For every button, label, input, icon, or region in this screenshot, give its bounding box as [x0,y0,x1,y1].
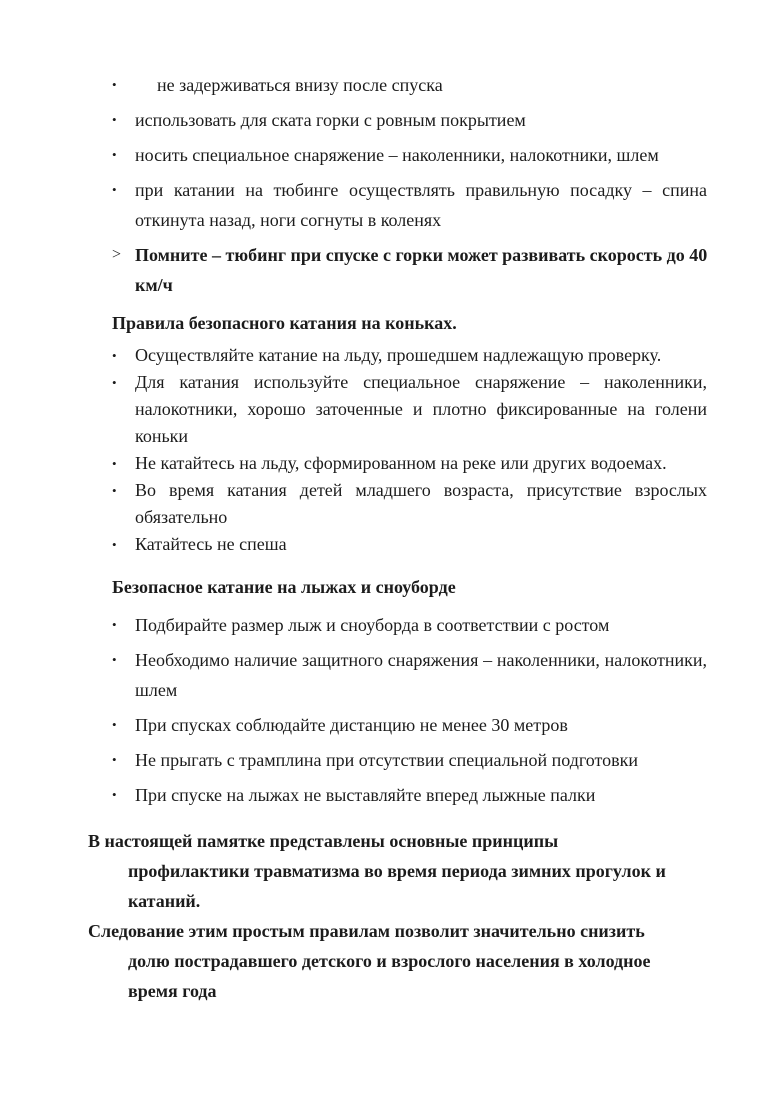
list-item-line: носить специальное снаряжение – наколенники, налокотники, шлем [135,145,659,165]
list-item [112,780,707,810]
bullet-icon: • [112,717,117,732]
note-text [135,240,737,300]
list-item-line: шлем [135,680,178,700]
closing-paragraph [88,826,707,916]
list-item-text [135,70,707,100]
bullet-icon: • [112,652,117,667]
tubing-rules-list [88,70,707,300]
list-item-text [135,745,707,775]
bullet-icon: • [112,182,117,197]
list-item-text [135,645,707,705]
list-item [112,610,707,640]
list-item-text [135,780,707,810]
list-item-line: не задерживаться внизу после спуска [157,75,443,95]
list-item-text [135,531,707,558]
list-item-line: Катайтесь не спеша [135,534,287,554]
arrow-marker-icon: > [112,246,122,263]
bullet-icon: • [112,112,117,127]
list-item-line: Для катания используйте специальное снаряжение – наколенники, [135,372,707,392]
list-item-text [135,175,707,235]
list-item-text [135,710,707,740]
ski-section-heading: Безопасное катание на лыжах и сноуборде [112,577,456,597]
list-item [112,70,707,100]
list-item-line: коньки [135,426,189,446]
note-line: км/ч [135,275,173,295]
ski-rules-list [88,610,707,810]
list-item-text [135,450,707,477]
list-item-text [135,105,707,135]
bullet-icon: • [112,77,117,92]
list-item-line: Необходимо наличие защитного снаряжения – наколенники, налокотники, [135,650,707,670]
list-item-line: использовать для ската горки с ровным покрытием [135,110,526,130]
closing-paragraph [88,916,707,1006]
list-item-text [135,610,707,640]
note-item [112,240,707,300]
bullet-icon: • [112,483,117,498]
list-item [112,140,707,170]
list-item [112,531,707,558]
skating-rules-list [88,342,707,558]
list-item-line: откинута назад, ноги согнуты в коленях [135,210,442,230]
list-item-text [135,369,707,450]
list-item-line: При спусках соблюдайте дистанцию не менее 30 метров [135,715,568,735]
list-item-line: При спуске на лыжах не выставляйте вперед лыжные палки [135,785,596,805]
closing-line: В настоящей памятке представлены основные принципы [88,831,559,851]
closing-line: профилактики травматизма во время периода зимних прогулок и [128,861,666,881]
bullet-icon: • [112,537,117,552]
list-item-text [135,477,707,531]
list-item [112,342,707,369]
closing-line: время года [128,981,217,1001]
bullet-icon: • [112,787,117,802]
closing-line: долю пострадавшего детского и взрослого населения в холодное [128,951,651,971]
list-item [112,450,707,477]
list-item-line: Не катайтесь на льду, сформированном на реке или других водоемах. [135,453,667,473]
list-item-line: налокотники, хорошо заточенные и плотно фиксированные на голени [135,399,707,419]
list-item-line: Не прыгать с трамплина при отсутствии специальной подготовки [135,750,639,770]
bullet-icon: • [112,147,117,162]
list-item [112,477,707,531]
list-item [112,369,707,450]
list-item-line: Осуществляйте катание на льду, прошедшем надлежащую проверку. [135,345,662,365]
list-item-line: Подбирайте размер лыж и сноуборда в соответствии с ростом [135,615,610,635]
list-item [112,710,707,740]
list-item-text [135,342,707,369]
bullet-icon: • [112,456,117,471]
list-item-line: при катании на тюбинге осуществлять правильную посадку – спина [135,180,707,200]
closing-line: катаний. [128,891,201,911]
list-item-line: Во время катания детей младшего возраста, присутствие взрослых [135,480,707,500]
skating-section-heading: Правила безопасного катания на коньках. [112,313,457,333]
note-line: Помните – тюбинг при спуске с горки может развивать скорость до 40 [135,245,708,265]
list-item [112,105,707,135]
list-item-line: обязательно [135,507,228,527]
closing-line: Следование этим простым правилам позволит значительно снизить [88,921,645,941]
list-item [112,745,707,775]
closing-paragraphs [88,826,707,1006]
bullet-icon: • [112,617,117,632]
bullet-icon: • [112,375,117,390]
bullet-icon: • [112,348,117,363]
list-item [112,175,707,235]
list-item [112,645,707,705]
list-item-text [135,140,707,170]
bullet-icon: • [112,752,117,767]
